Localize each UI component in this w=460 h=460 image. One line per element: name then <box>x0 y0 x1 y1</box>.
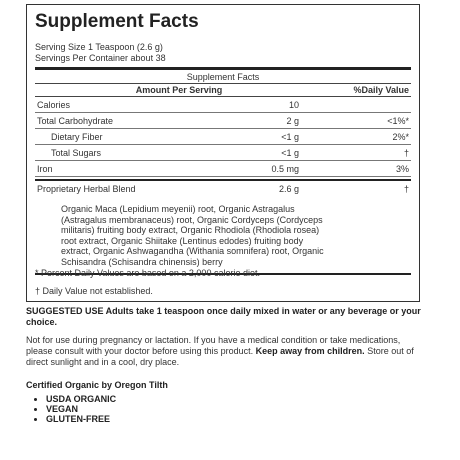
servings-per-container: Servings Per Container about 38 <box>35 53 166 63</box>
table-row <box>35 113 411 129</box>
thick-divider <box>35 67 411 70</box>
table-row <box>35 161 411 177</box>
nutrient-amount: 2 g <box>217 113 323 129</box>
header-daily-value: %Daily Value <box>323 84 411 97</box>
nutrient-name: Total Carbohydrate <box>35 113 217 129</box>
list-item: • GLUTEN-FREE <box>46 414 116 424</box>
header-amount: Amount Per Serving <box>35 84 323 97</box>
claims-list <box>28 394 116 424</box>
warning-text-after: Store out of direct sunlight and in a cool, dry place. <box>26 346 414 367</box>
table-row <box>35 97 411 113</box>
warning-text-before: Not for use during pregnancy or lactation. If you have a medical condition or take medications, please consult with your doctor before using this product. <box>26 335 401 356</box>
nutrient-amount: <1 g <box>217 145 323 161</box>
nutrient-amount: <1 g <box>217 129 323 145</box>
serving-info <box>35 42 166 64</box>
warning-text <box>26 335 426 368</box>
nutrient-dv: <1%* <box>323 113 411 129</box>
serving-size: Serving Size 1 Teaspoon (2.6 g) <box>35 42 163 52</box>
nutrition-table <box>35 83 411 275</box>
nutrient-name: Iron <box>35 161 217 177</box>
nutrient-dv: † <box>403 183 409 194</box>
table-caption: Supplement Facts <box>186 72 260 82</box>
certified-organic: Certified Organic by Oregon Tilth <box>26 380 168 390</box>
supplement-facts-panel <box>26 4 420 302</box>
table-row <box>35 180 411 196</box>
nutrient-dv <box>323 97 411 113</box>
table-header-row <box>35 84 411 97</box>
table-row <box>35 145 411 161</box>
nutrient-amount: 2.6 g <box>278 183 299 194</box>
list-item: • VEGAN <box>46 404 116 414</box>
footnote-percent: * Percent Daily Values are based on a 2,000 calorie diet. <box>35 268 260 278</box>
ingredients-row <box>35 196 411 274</box>
nutrient-name: Calories <box>35 97 217 113</box>
blend-ingredients <box>35 196 411 274</box>
nutrient-dv: 3% <box>323 161 411 177</box>
nutrient-name: Proprietary Herbal Blend <box>37 183 136 194</box>
blend-ingredients-text: Organic Maca (Lepidium meyenii) root, Organic Astragalus (Astragalus membranaceus) root, Organic Cordyceps (Cordyceps militaris) fruiting body extract, Organic Rhodiola (Rhodiola rosea) root extract, Organic Shiitake (Lentinus edodes) fruiting body extract, Organic Ashwagandha (Withania somnifera) root, Organic Schisandra (Schisandra chinensis) berry <box>61 204 324 267</box>
panel-title: Supplement Facts <box>35 11 199 32</box>
table-row <box>35 129 411 145</box>
nutrient-amount: 0.5 mg <box>217 161 323 177</box>
nutrient-dv: † <box>323 145 411 161</box>
warning-bold: Keep away from children. <box>255 346 365 356</box>
nutrient-amount: 10 <box>217 97 323 113</box>
footnote-dagger: † Daily Value not established. <box>35 286 153 296</box>
list-item: • USDA ORGANIC <box>46 394 116 404</box>
nutrient-dv: 2%* <box>323 129 411 145</box>
nutrient-name: Total Sugars <box>35 145 217 161</box>
nutrient-name: Dietary Fiber <box>35 129 217 145</box>
suggested-use: SUGGESTED USE Adults take 1 teaspoon once daily mixed in water or any beverage or your choice. <box>26 306 421 327</box>
